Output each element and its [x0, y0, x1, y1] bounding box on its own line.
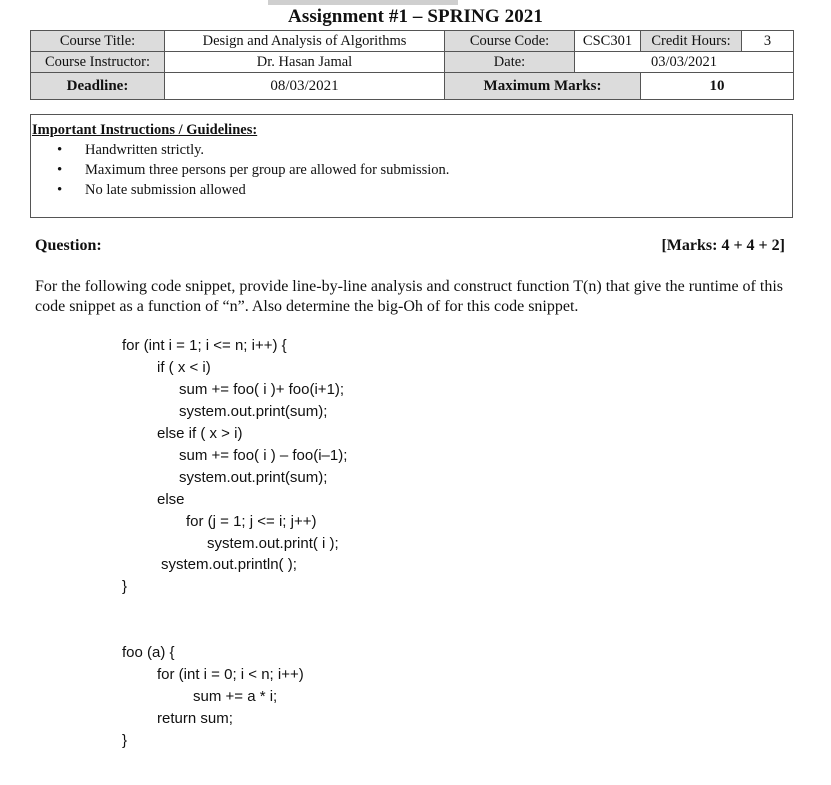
page-title: Assignment #1 – SPRING 2021 — [288, 6, 543, 27]
code-line: else — [157, 491, 185, 508]
course-code-value: CSC301 — [575, 31, 641, 52]
max-marks-label: Maximum Marks: — [445, 73, 641, 100]
code-line: for (int i = 0; i < n; i++) — [157, 666, 304, 683]
instruction-text: Handwritten strictly. — [85, 142, 205, 158]
instructor-label: Course Instructor: — [31, 52, 165, 73]
top-scroll-indicator — [268, 0, 458, 5]
date-value: 03/03/2021 — [575, 52, 794, 73]
instruction-text: Maximum three persons per group are allowed for submission. — [85, 162, 450, 178]
max-marks-value: 10 — [641, 73, 794, 100]
code-line: } — [122, 732, 128, 749]
instructions-box — [30, 114, 793, 218]
question-text: For the following code snippet, provide line-by-line analysis and construct function T(n) that give the runtime of this code snippet as a function of “n”. Also determine the big-Oh of for this code snippet. — [35, 278, 783, 315]
info-row-course — [31, 31, 794, 52]
course-title-value: Design and Analysis of Algorithms — [165, 31, 445, 52]
code-line: system.out.print(sum); — [179, 469, 328, 486]
course-title-label: Course Title: — [31, 31, 165, 52]
bullet-icon: • — [57, 182, 63, 198]
question-label: Question: — [35, 237, 102, 254]
code-line: sum += foo( i )+ foo(i+1); — [179, 381, 345, 398]
credit-hours-value: 3 — [742, 31, 794, 52]
instructions-list — [57, 141, 449, 201]
date-label: Date: — [445, 52, 575, 73]
code-line: system.out.println( ); — [161, 556, 297, 573]
deadline-label: Deadline: — [31, 73, 165, 100]
code-line: foo (a) { — [122, 644, 175, 661]
code-line: sum += a * i; — [193, 688, 278, 705]
code-line: for (int i = 1; i <= n; i++) { — [122, 337, 287, 354]
question-marks: [Marks: 4 + 4 + 2] — [661, 237, 785, 254]
code-line: sum += foo( i ) – foo(i–1); — [179, 447, 348, 464]
credit-hours-label: Credit Hours: — [641, 31, 742, 52]
info-row-deadline — [31, 73, 794, 100]
code-line: system.out.print(sum); — [179, 403, 328, 420]
deadline-value: 08/03/2021 — [165, 73, 445, 100]
bullet-icon: • — [57, 142, 63, 158]
bullet-icon: • — [57, 162, 63, 178]
code-line: if ( x < i) — [157, 359, 211, 376]
code-line: } — [122, 578, 128, 595]
instructions-heading: Important Instructions / Guidelines: — [32, 122, 258, 138]
code-line: else if ( x > i) — [157, 425, 243, 442]
instruction-item — [57, 181, 449, 201]
instruction-text: No late submission allowed — [85, 182, 246, 198]
info-row-instructor — [31, 52, 794, 73]
instruction-item — [57, 141, 449, 161]
course-code-label: Course Code: — [445, 31, 575, 52]
instructor-value: Dr. Hasan Jamal — [165, 52, 445, 73]
code-line: for (j = 1; j <= i; j++) — [186, 513, 317, 530]
code-line: return sum; — [157, 710, 233, 727]
course-info-table — [30, 30, 794, 100]
code-line: system.out.print( i ); — [207, 535, 339, 552]
instruction-item — [57, 161, 449, 181]
